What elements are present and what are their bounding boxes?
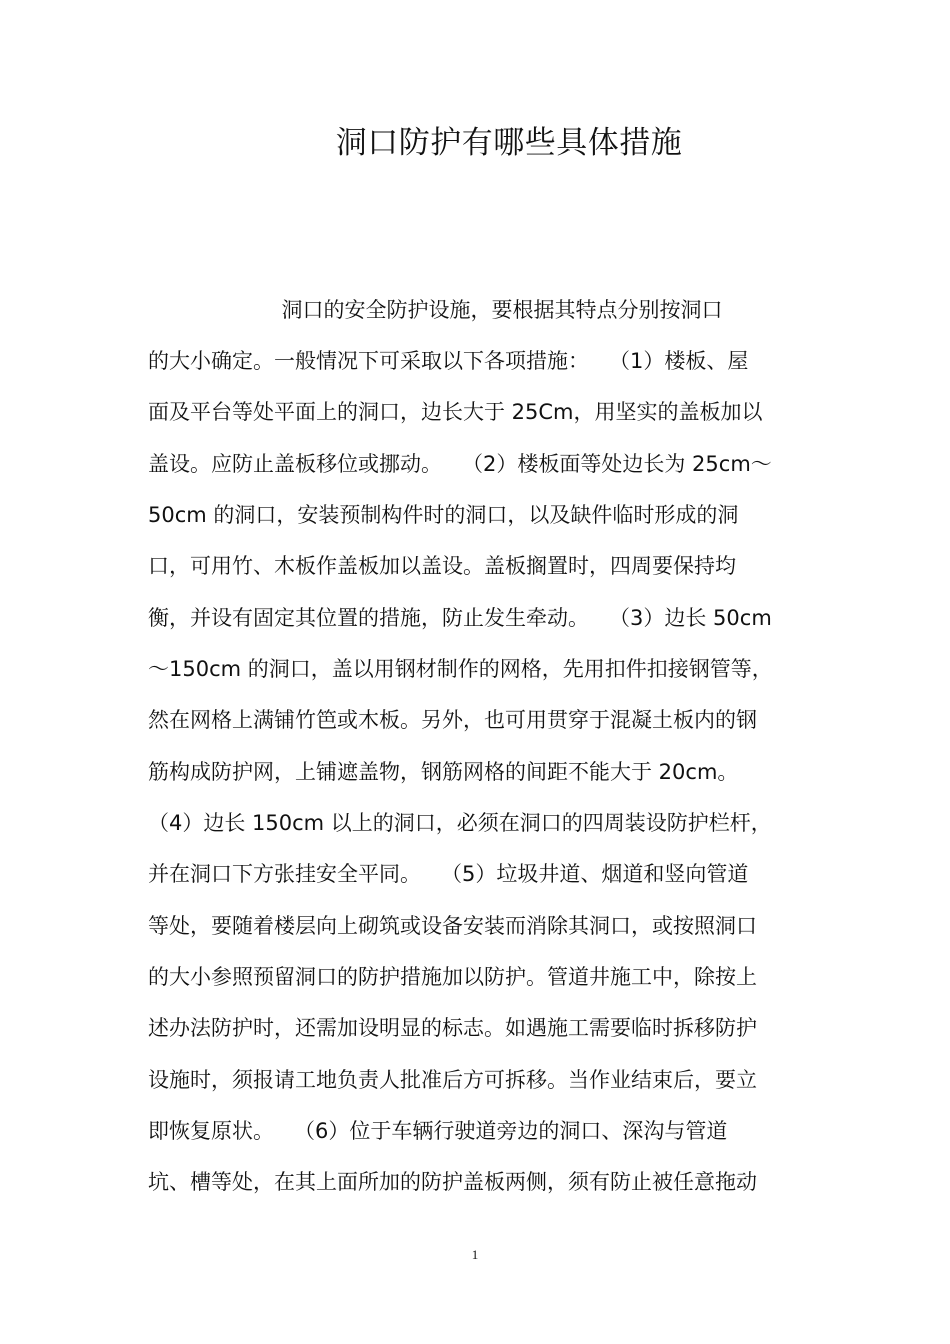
paragraph-line: 然在网格上满铺竹笆或木板。另外，也可用贯穿于混凝土板内的钢: [148, 708, 757, 732]
paragraph-line: 并在洞口下方张挂安全平同。 （5）垃圾井道、烟道和竖向管道: [148, 862, 749, 886]
paragraph-line: ～150cm 的洞口，盖以用钢材制作的网格，先用扣件扣接钢管等，: [148, 657, 773, 681]
paragraph-line: 坑、槽等处，在其上面所加的防护盖板两侧，须有防止被任意拖动: [148, 1170, 757, 1194]
paragraph-line: 洞口的安全防护设施，要根据其特点分别按洞口: [148, 298, 723, 322]
paragraph-line: 筋构成防护网，上铺遮盖物，钢筋网格的间距不能大于 20cm。: [148, 760, 739, 784]
paragraph-line: 面及平台等处平面上的洞口，边长大于 25Cm，用坚实的盖板加以: [148, 400, 763, 424]
paragraph-line: 衡，并设有固定其位置的措施，防止发生牵动。 （3）边长 50cm: [148, 606, 772, 630]
paragraph-line: 口，可用竹、木板作盖板加以盖设。盖板搁置时，四周要保持均: [148, 554, 736, 578]
document-title: 洞口防护有哪些具体措施: [335, 125, 683, 161]
paragraph-line: 述办法防护时，还需加设明显的标志。如遇施工需要临时拆移防护: [148, 1016, 757, 1040]
paragraph-line: 的大小确定。一般情况下可采取以下各项措施： （1）楼板、屋: [148, 349, 749, 373]
page-number: 1: [471, 1247, 479, 1262]
paragraph-line: 即恢复原状。 （6）位于车辆行驶道旁边的洞口、深沟与管道: [148, 1119, 728, 1143]
paragraph-line: （4）边长 150cm 以上的洞口，必须在洞口的四周装设防护栏杆，: [148, 811, 772, 835]
paragraph-line: 的大小参照预留洞口的防护措施加以防护。管道井施工中，除按上: [148, 965, 757, 989]
paragraph-line: 设施时，须报请工地负责人批准后方可拆移。当作业结束后，要立: [148, 1068, 757, 1092]
paragraph-line: 50cm 的洞口，安装预制构件时的洞口，以及缺件临时形成的洞: [148, 503, 739, 527]
paragraph-line: 盖设。应防止盖板移位或挪动。 （2）楼板面等处边长为 25cm～: [148, 452, 772, 476]
paragraph-line: 等处，要随着楼层向上砌筑或设备安装而消除其洞口，或按照洞口: [148, 914, 757, 938]
